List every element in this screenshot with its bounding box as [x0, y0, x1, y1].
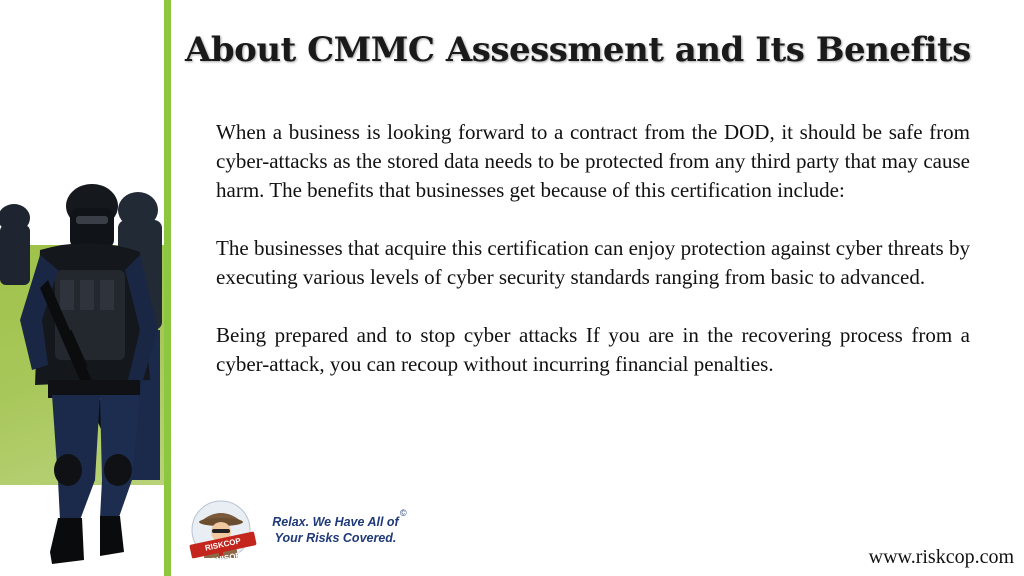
green-accent-bar — [164, 0, 171, 576]
website-url: www.riskcop.com — [868, 546, 1014, 568]
left-image-panel — [0, 0, 172, 576]
paragraph-3: Being prepared and to stop cyber attacks If you are in the recovering process from a cyber-attack, you can recoup without incurring financial penalties. — [216, 323, 970, 376]
copyright-symbol: © — [400, 508, 407, 518]
slide-body — [216, 118, 970, 408]
logo-banner: RISKCOP ADVISORY — [189, 531, 256, 558]
swat-soldiers-image — [0, 180, 165, 576]
slide-title: About CMMC Assessment and Its Benefits — [185, 30, 971, 70]
riskcop-logo — [188, 500, 418, 567]
logo-tagline: Relax. We Have All of Your Risks Covered. — [272, 515, 399, 545]
paragraph-1: When a business is looking forward to a contract from the DOD, it should be safe from cyber-attacks as the stored data needs to be protected from any third party that may cause harm. The benefits that businesses get because of this certification include: — [216, 120, 970, 202]
paragraph-2: The businesses that acquire this certification can enjoy protection against cyber threats by executing various levels of cyber security standards ranging from basic to advanced. — [216, 236, 970, 289]
